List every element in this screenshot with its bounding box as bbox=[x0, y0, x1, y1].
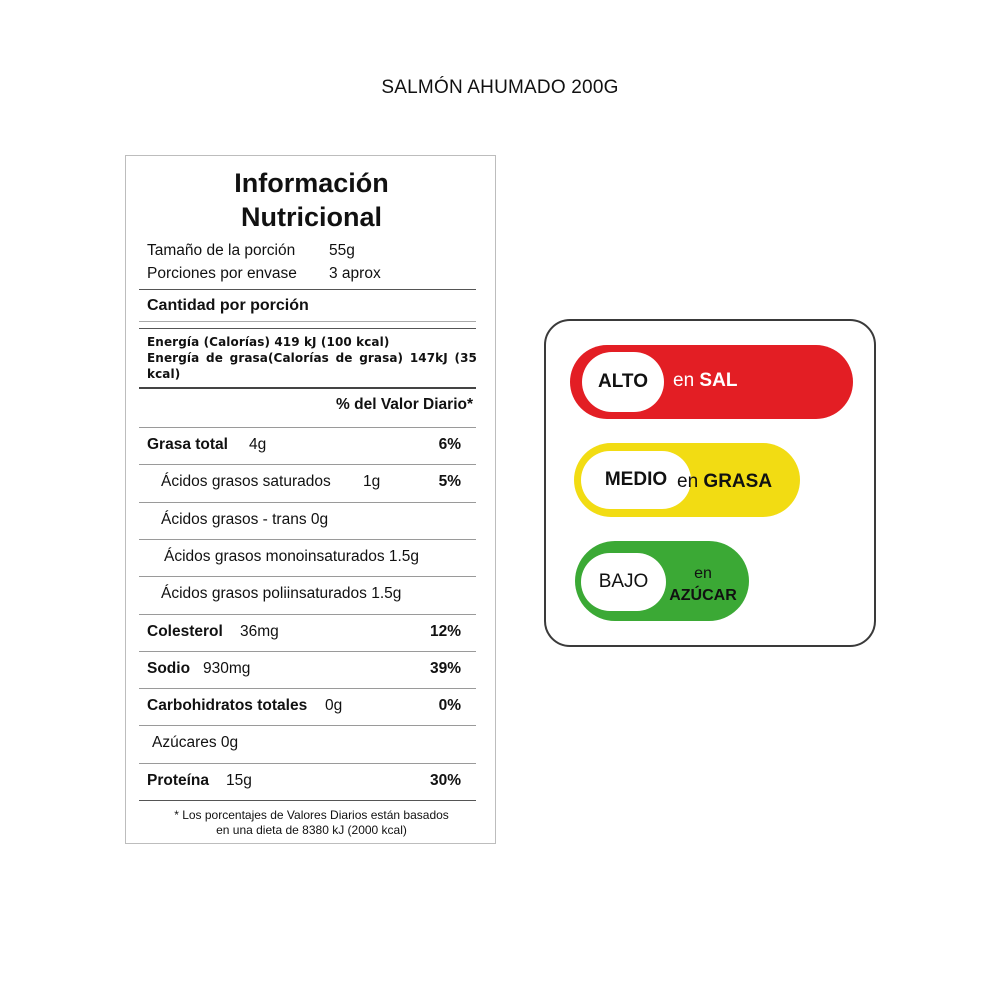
nutrient-amount: 930mg bbox=[203, 659, 251, 677]
nutrient-name: Ácidos grasos - trans 0g bbox=[161, 510, 329, 528]
nutrient-name bbox=[147, 436, 228, 454]
sugar-en: en bbox=[694, 565, 712, 582]
serving-size-value: 55g bbox=[329, 242, 355, 259]
energy-fat-word: grasa) bbox=[359, 351, 404, 365]
fat-nutrient: GRASA bbox=[703, 471, 773, 492]
daily-value-footnote bbox=[126, 808, 497, 838]
energy-fat-word: 147kJ bbox=[409, 351, 448, 365]
footnote-line2: en una dieta de 8380 kJ (2000 kcal) bbox=[216, 823, 407, 837]
divider bbox=[139, 800, 476, 801]
footnote-line1: * Los porcentajes de Valores Diarios están basados bbox=[174, 808, 449, 822]
nutrient-daily-value: 12% bbox=[429, 622, 461, 640]
nutrient-name: Azúcares 0g bbox=[152, 734, 239, 752]
fat-warning-badge bbox=[574, 443, 800, 517]
nutrient-daily-value: 5% bbox=[438, 473, 461, 491]
nutrient-name-text: Proteína bbox=[147, 771, 210, 789]
salt-warning-badge bbox=[570, 345, 853, 419]
energy-line: Energía (Calorías) 419 kJ (100 kcal) bbox=[147, 335, 390, 349]
nutrition-title-line2: Nutricional bbox=[240, 202, 382, 232]
energy-fat-word: grasa(Calorías bbox=[229, 351, 329, 365]
fat-en: en bbox=[677, 471, 699, 492]
nutrient-name: Ácidos grasos poliinsaturados 1.5g bbox=[161, 585, 402, 603]
nutrition-facts-panel bbox=[125, 155, 496, 844]
divider bbox=[139, 289, 476, 290]
nutrient-name: Ácidos grasos monoinsaturados 1.5g bbox=[164, 547, 420, 565]
nutrient-name bbox=[147, 772, 209, 790]
energy-fat-word: de bbox=[335, 351, 353, 365]
nutrient-name-text: Sodio bbox=[147, 659, 191, 677]
salt-nutrient: SAL bbox=[699, 370, 738, 391]
servings-value: 3 aprox bbox=[329, 265, 381, 282]
nutrient-row bbox=[139, 725, 476, 762]
nutrient-row bbox=[139, 576, 476, 613]
nutrient-name-text: Carbohidratos totales bbox=[147, 697, 308, 715]
nutrient-row bbox=[139, 427, 476, 464]
nutrient-daily-value: 0% bbox=[438, 697, 461, 715]
daily-value-header: % del Valor Diario* bbox=[336, 396, 473, 413]
sugar-nutrient: AZÚCAR bbox=[669, 587, 737, 604]
nutrient-row bbox=[139, 502, 476, 539]
amount-per-serving-label: Cantidad por porción bbox=[147, 297, 309, 314]
energy-fat-line-cont: kcal) bbox=[147, 367, 181, 381]
energy-fat-word: de bbox=[206, 351, 223, 365]
nutrient-name: Ácidos grasos saturados bbox=[161, 473, 331, 491]
nutrient-daily-value: 39% bbox=[429, 659, 461, 677]
divider bbox=[139, 387, 476, 389]
nutrition-title-line1: Información bbox=[234, 168, 389, 198]
nutrient-name-text: Colesterol bbox=[147, 622, 223, 640]
nutrient-amount: 4g bbox=[249, 436, 267, 453]
sugar-level: BAJO bbox=[581, 553, 666, 611]
divider bbox=[139, 321, 476, 322]
nutrient-row bbox=[139, 763, 476, 800]
salt-text bbox=[673, 370, 737, 392]
nutrient-name bbox=[147, 623, 223, 641]
sugar-text bbox=[663, 563, 743, 607]
nutrient-amount: 36mg bbox=[240, 622, 279, 640]
nutrient-name bbox=[147, 697, 307, 715]
nutrient-daily-value: 6% bbox=[438, 436, 461, 453]
nutrient-row bbox=[139, 688, 476, 725]
sugar-warning-badge bbox=[575, 541, 749, 621]
serving-size-label: Tamaño de la porción bbox=[147, 242, 296, 259]
fat-level: MEDIO bbox=[581, 451, 691, 509]
nutrient-row bbox=[139, 614, 476, 651]
divider bbox=[139, 328, 476, 329]
nutrient-name bbox=[147, 660, 190, 678]
nutrient-amount: 1g bbox=[363, 473, 381, 491]
nutrient-row bbox=[139, 464, 476, 501]
nutrient-amount: 15g bbox=[226, 771, 252, 789]
nutrient-name-text: Grasa total bbox=[147, 436, 228, 453]
energy-fat-line bbox=[147, 351, 477, 365]
product-title: SALMÓN AHUMADO 200G bbox=[381, 77, 619, 98]
servings-label: Porciones por envase bbox=[147, 265, 297, 282]
energy-fat-word: Energía bbox=[147, 351, 200, 365]
salt-en: en bbox=[673, 370, 695, 391]
nutrient-row bbox=[139, 651, 476, 688]
nutrient-daily-value: 30% bbox=[429, 771, 461, 789]
fat-text bbox=[677, 471, 772, 493]
nutrient-row bbox=[139, 539, 476, 576]
energy-fat-word: (35 bbox=[454, 351, 477, 365]
nutrient-amount: 0g bbox=[325, 697, 343, 715]
salt-level: ALTO bbox=[582, 352, 664, 412]
